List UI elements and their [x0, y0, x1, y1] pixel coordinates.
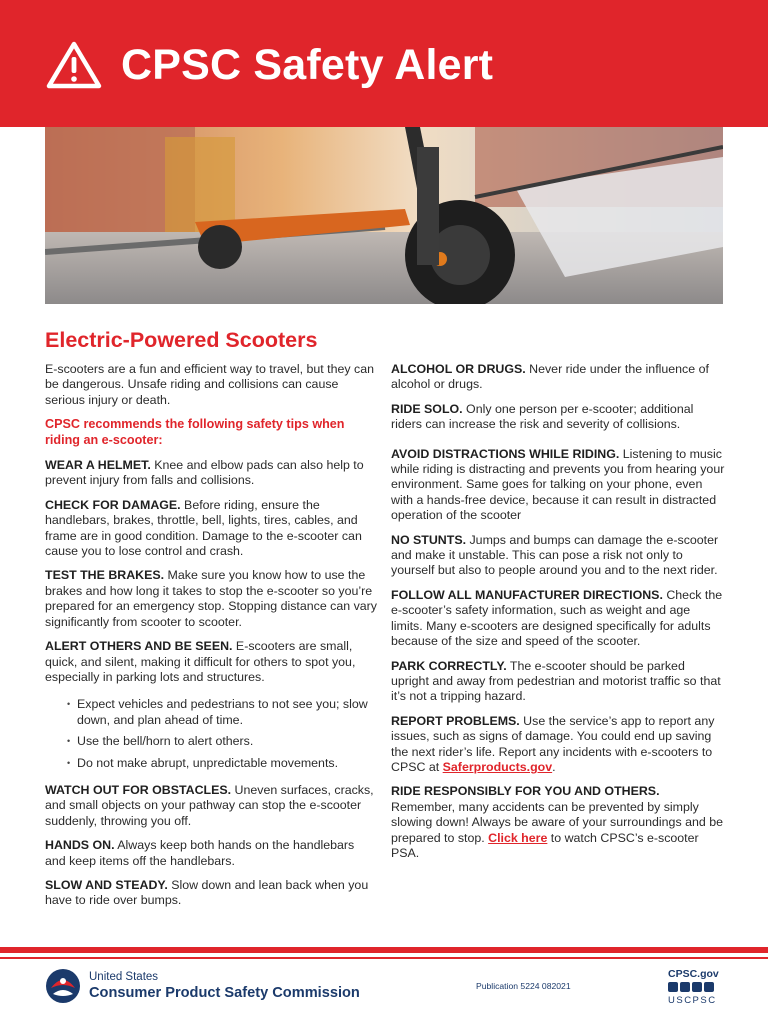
facebook-icon[interactable]: [668, 982, 678, 992]
tip-helmet: [45, 458, 377, 489]
footer-country: United States: [89, 971, 159, 983]
tip-manufacturer: [391, 588, 725, 650]
tip-heading: REPORT PROBLEMS.: [391, 713, 520, 728]
tip-alert: [45, 639, 377, 685]
tip-park: [391, 659, 725, 705]
tip-damage: [45, 498, 377, 560]
tip-slow: [45, 878, 377, 909]
instagram-icon[interactable]: [680, 982, 690, 992]
youtube-icon[interactable]: [704, 982, 714, 992]
tip-distractions: [391, 447, 725, 524]
tip-body: E-scooters are small, quick, and silent, making it difficult for others to spot you, especially in parking lots and structures.: [45, 639, 356, 684]
list-item: • Use the bell/horn to alert others.: [67, 734, 377, 749]
list-item: • Do not make abrupt, unpredictable movements.: [67, 756, 377, 771]
saferproducts-link[interactable]: Saferproducts.gov: [442, 759, 553, 774]
tip-body: Listening to music while riding is distracting and prevents you from hearing your environment. Same goes for talking on your phone, even with a hands-free device, because it can result in distracted operation of the scooter: [391, 446, 725, 523]
tip-body: Use the service’s app to report any issues, such as signs of damage. You could end up saving the next rider’s life. Report any incidents with e-scooters to CPSC at: [391, 713, 715, 774]
tip-heading: TEST THE BRAKES.: [45, 568, 165, 583]
cpsc-gov-link[interactable]: CPSC.gov: [668, 968, 719, 980]
tip-body: The e-scooter should be parked upright and away from pedestrian and motorist traffic so that it’s not a tripping hazard.: [391, 658, 721, 704]
tip-tail: .: [552, 759, 556, 774]
tip-heading: ALCOHOL OR DRUGS.: [391, 362, 526, 376]
right-column: [391, 362, 725, 870]
tip-heading: WATCH OUT FOR OBSTACLES.: [45, 782, 232, 797]
tip-heading: SLOW AND STEADY.: [45, 877, 168, 892]
tip-heading: RIDE RESPONSIBLY FOR YOU AND OTHERS.: [391, 784, 660, 799]
tip-body: Never ride under the influence of alcohol or drugs.: [391, 362, 709, 392]
twitter-icon[interactable]: [692, 982, 702, 992]
tip-body: Only one person per e-scooter; additional riders can increase the risk and severity of collisions.: [391, 401, 694, 432]
footer-divider: [0, 947, 768, 953]
tip-responsibly: [391, 784, 725, 861]
tip-heading: PARK CORRECTLY.: [391, 658, 507, 673]
tip-heading: WEAR A HELMET.: [45, 458, 151, 473]
tip-heading: RIDE SOLO.: [391, 401, 463, 416]
social-handle: USCPSC: [668, 995, 717, 1006]
left-column: [45, 362, 377, 918]
tip-alcohol: [391, 362, 725, 393]
tip-body: Check the e-scooter’s safety information, such as weight and age limits. Many e-scooters are designed specifically for adults because of the size and speed of the scooter.: [391, 587, 723, 649]
tip-hands: [45, 838, 377, 869]
list-item: • Expect vehicles and pedestrians to not see you; slow down, and plan ahead of time.: [67, 697, 377, 728]
footer-org-name: Consumer Product Safety Commission: [89, 985, 360, 1001]
scooter-photo: [45, 127, 723, 304]
tip-heading: HANDS ON.: [45, 838, 115, 853]
tip-body: Knee and elbow pads can also help to prevent injury from falls and collisions.: [45, 458, 364, 488]
tip-heading: CHECK FOR DAMAGE.: [45, 497, 181, 512]
tip-body: Always keep both hands on the handlebars and keep items off the handlebars.: [45, 838, 355, 868]
tip-heading: AVOID DISTRACTIONS WHILE RIDING.: [391, 446, 620, 461]
tip-brakes: [45, 568, 377, 630]
tip-obstacles: [45, 783, 377, 829]
intro-paragraph: E-scooters are a fun and efficient way to travel, but they can be dangerous. Unsafe riding and collisions can cause serious injury or death.: [45, 362, 374, 407]
tip-body: Jumps and bumps can damage the e-scooter and make it unstable. This can pose a risk not only to yourself but also to people around you and to the next rider.: [391, 532, 719, 578]
tip-report: [391, 714, 725, 776]
tip-body: Remember, many accidents can be prevented by simply slowing down! Always be aware of your surroundings and be prepared to stop.: [391, 799, 723, 845]
tip-solo: [391, 402, 725, 433]
social-icons: [668, 982, 714, 992]
alert-banner: [0, 0, 768, 127]
warning-triangle-icon: [45, 40, 103, 90]
cpsc-seal-icon: [45, 968, 81, 1004]
bullet-list: [67, 697, 377, 771]
psa-click-here-link[interactable]: Click here: [488, 830, 548, 845]
tip-body: Uneven surfaces, cracks, and small objects on your pathway can stop the e-scooter suddenly, throwing you off.: [45, 782, 374, 828]
tip-body: Before riding, ensure the handlebars, brakes, throttle, bell, lights, tires, cables, and frame are in good condition. Damage to the e-scooter can cause you to lose control and crash.: [45, 497, 362, 559]
tip-tail: to watch CPSC’s e-scooter PSA.: [391, 830, 699, 860]
tip-body: Make sure you know how to use the brakes and how long it takes to stop the e-scooter so you’re prepared for an emergency stop. Stopping distance can vary significantly from scooter to scooter.: [45, 568, 377, 629]
recommend-heading: CPSC recommends the following safety tips when riding an e-scooter:: [45, 417, 345, 447]
tip-heading: NO STUNTS.: [391, 532, 467, 547]
footer-divider-thin: [0, 957, 768, 959]
tip-heading: FOLLOW ALL MANUFACTURER DIRECTIONS.: [391, 587, 663, 602]
tip-stunts: [391, 533, 725, 579]
tip-body: Slow down and lean back when you have to ride over bumps.: [45, 877, 369, 908]
publication-number: Publication 5224 082021: [476, 981, 571, 991]
tip-heading: ALERT OTHERS AND BE SEEN.: [45, 639, 233, 654]
page-title: CPSC Safety Alert: [121, 41, 494, 89]
section-title: Electric-Powered Scooters: [45, 328, 318, 352]
